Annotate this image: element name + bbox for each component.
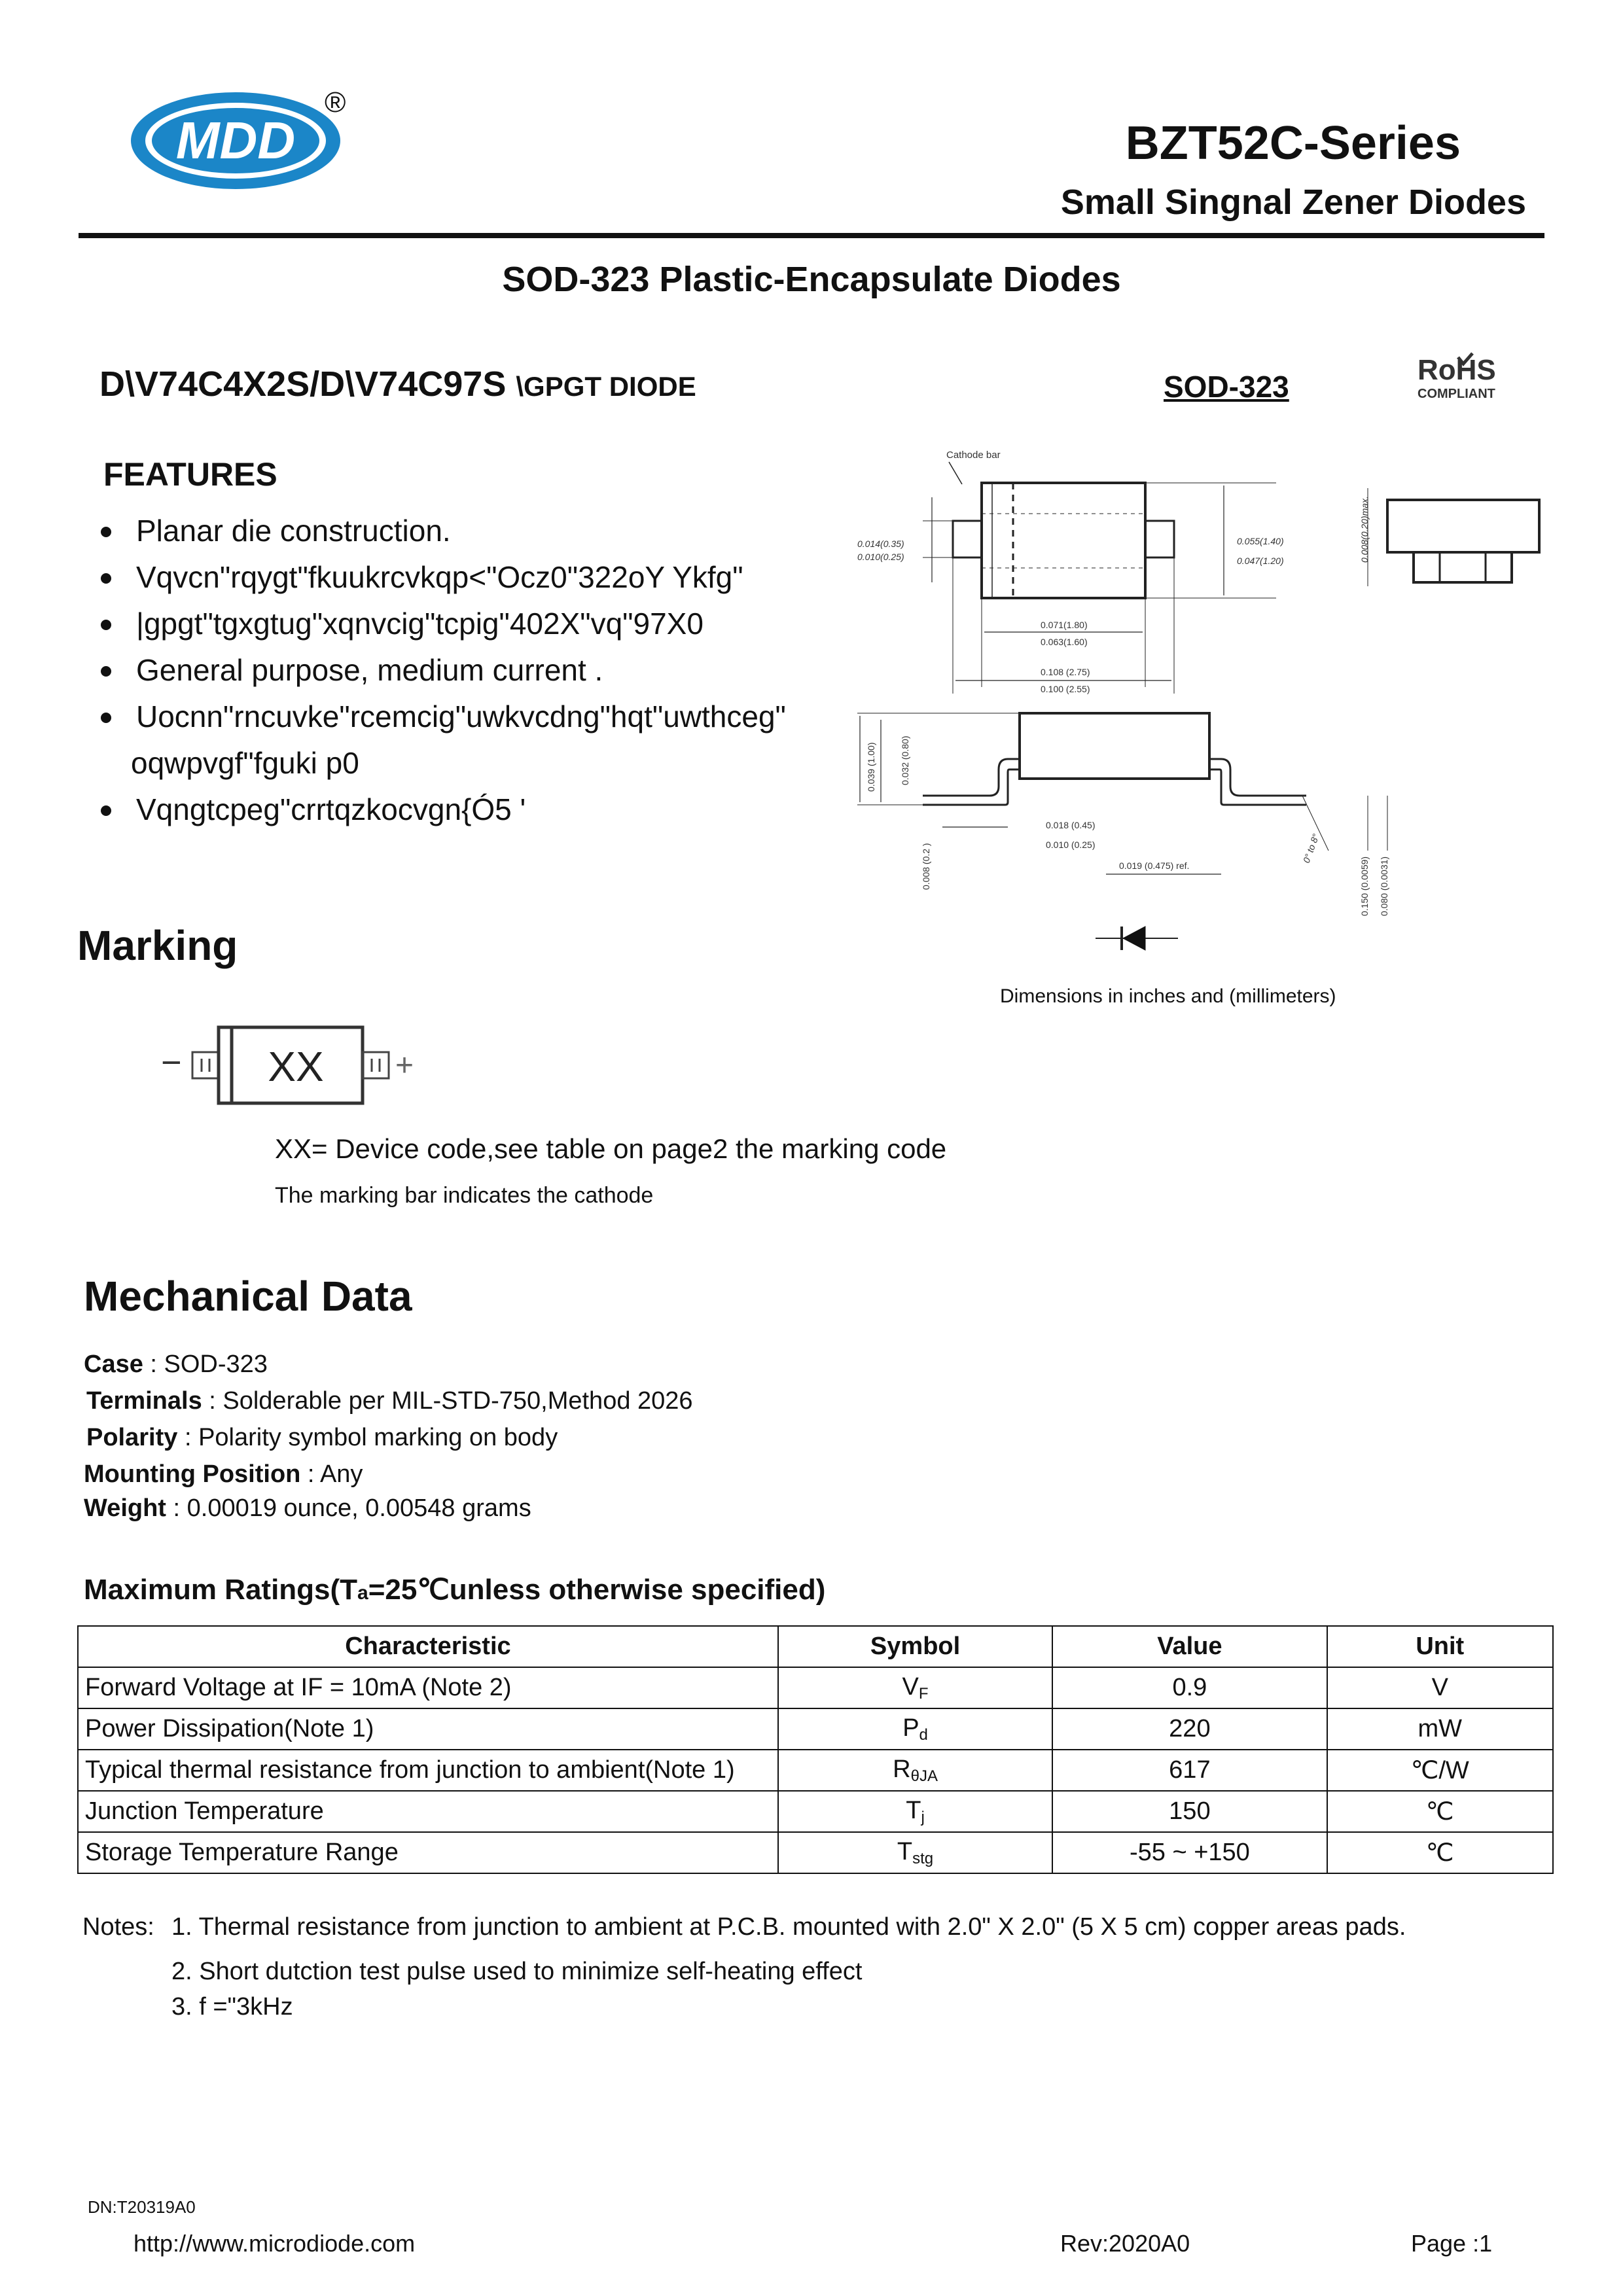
mech-row-polarity: Polarity : Polarity symbol marking on body [86, 1424, 558, 1451]
mech-row-terminals: Terminals : Solderable per MIL-STD-750,Method 2026 [86, 1387, 693, 1415]
features-list [98, 508, 786, 833]
marking-description: XX= Device code,see table on page2 the marking code [275, 1133, 947, 1164]
svg-text:+: + [395, 1048, 414, 1083]
rohs-compliant-logo [1414, 352, 1499, 408]
marking-package-diagram [157, 1016, 432, 1117]
bullet-icon [101, 573, 111, 584]
page-number: Page :1 [1411, 2230, 1493, 2257]
note-item: 2. Short dutction test pulse used to minimize self-heating effect [171, 1958, 863, 1985]
website-link[interactable]: http://www.microdiode.com [134, 2230, 416, 2257]
list-item: Vqvcn"rqygt"fkuukrcvkqp<"Ocz0"322oY Ykfg" [98, 554, 786, 601]
svg-text:0.014(0.35): 0.014(0.35) [857, 539, 904, 549]
svg-text:COMPLIANT: COMPLIANT [1418, 387, 1495, 401]
list-item: Uocnn"rncuvke"rcemcig"uwkvcdng"hqt"uwthceg" [98, 694, 786, 740]
svg-text:0.100 (2.55): 0.100 (2.55) [1041, 684, 1090, 694]
registered-mark: ® [325, 86, 346, 118]
package-outline-drawing [844, 432, 1571, 959]
series-title: BZT52C-Series [1125, 117, 1461, 169]
svg-text:0.018 (0.45): 0.018 (0.45) [1046, 820, 1096, 830]
document-number: DN:T20319A0 [88, 2197, 196, 2217]
mech-row-weight: Weight : 0.00019 ounce, 0.00548 grams [84, 1494, 531, 1522]
bullet-icon [101, 805, 111, 816]
svg-text:MDD: MDD [175, 111, 296, 169]
svg-text:0.047(1.20): 0.047(1.20) [1237, 556, 1284, 566]
package-title: SOD-323 Plastic-Encapsulate Diodes [502, 260, 1121, 299]
list-item: Planar die construction. [98, 508, 786, 554]
header-rule [79, 233, 1544, 238]
svg-text:0.063(1.60): 0.063(1.60) [1041, 637, 1088, 647]
table-row: Storage Temperature Range Tstg -55 ~ +150 ℃ [78, 1832, 1553, 1873]
package-name: SOD-323 [1164, 370, 1289, 404]
svg-text:0.055(1.40): 0.055(1.40) [1237, 536, 1284, 546]
marking-heading: Marking [77, 922, 238, 969]
svg-text:0.071(1.80): 0.071(1.80) [1041, 620, 1088, 630]
table-row: Junction Temperature Tj 150 ℃ [78, 1791, 1553, 1832]
features-heading: FEATURES [103, 456, 277, 493]
col-header: Symbol [778, 1626, 1052, 1667]
svg-text:0.019 (0.475) ref.: 0.019 (0.475) ref. [1119, 860, 1190, 871]
ratings-table [77, 1625, 1554, 1874]
svg-text:0.039 (1.00): 0.039 (1.00) [866, 742, 876, 792]
svg-text:RoHS: RoHS [1418, 354, 1496, 386]
col-header: Unit [1327, 1626, 1553, 1667]
bullet-icon [101, 666, 111, 677]
svg-text:XX: XX [268, 1043, 324, 1090]
bullet-icon [101, 620, 111, 630]
bullet-icon [101, 527, 111, 537]
ratings-heading: Maximum Ratings(Ta=25℃unless otherwise specified) [84, 1574, 826, 1606]
mechanical-heading: Mechanical Data [84, 1273, 412, 1320]
svg-text:−: − [161, 1043, 182, 1082]
list-item: |gpgt"tgxgtug"xqnvcig"tcpig"402X"vq"97X0 [98, 601, 786, 647]
list-item: Vqngtcpeg"crrtqzkocvgn{Ó5 ' [98, 786, 786, 833]
table-header-row [78, 1626, 1553, 1667]
note-item: 3. f ="3kHz [171, 1993, 293, 2021]
note-item: 1. Thermal resistance from junction to ambient at P.C.B. mounted with 2.0" X 2.0" (5 X 5 cm) copper areas pads. [171, 1913, 1406, 1941]
dimension-note: Dimensions in inches and (millimeters) [1000, 985, 1336, 1007]
col-header: Characteristic [78, 1626, 778, 1667]
part-suffix: \GPGT DIODE [516, 371, 696, 402]
bullet-icon [101, 713, 111, 723]
mech-row-case: Case : SOD-323 [84, 1351, 268, 1378]
mdd-logo [124, 85, 347, 200]
col-header: Value [1052, 1626, 1327, 1667]
list-item: General purpose, medium current . [98, 647, 786, 694]
list-item-continuation: oqwpvgf"fguki p0 [131, 746, 359, 780]
svg-text:0.010 (0.25): 0.010 (0.25) [1046, 839, 1096, 850]
svg-text:0.010(0.25): 0.010(0.25) [857, 552, 904, 562]
svg-text:0.150 (0.0059): 0.150 (0.0059) [1359, 856, 1370, 916]
svg-text:0.080 (0.0031): 0.080 (0.0031) [1379, 856, 1389, 916]
svg-text:0.108 (2.75): 0.108 (2.75) [1041, 667, 1090, 677]
table-row: Power Dissipation(Note 1) Pd 220 mW [78, 1708, 1553, 1750]
series-subtitle: Small Singnal Zener Diodes [1060, 183, 1526, 222]
notes-label: Notes: [82, 1913, 154, 1941]
table-row: Forward Voltage at IF = 10mA (Note 2) VF 0.9 V [78, 1667, 1553, 1708]
svg-text:0.008 (0.2 ): 0.008 (0.2 ) [921, 843, 931, 890]
part-number-line [99, 364, 696, 404]
table-row: Typical thermal resistance from junction to ambient(Note 1) RθJA 617 ℃/W [78, 1750, 1553, 1791]
mech-row-mounting: Mounting Position : Any [84, 1460, 363, 1488]
svg-text:Cathode bar: Cathode bar [946, 450, 1001, 461]
svg-text:0.032 (0.80): 0.032 (0.80) [900, 735, 910, 785]
revision: Rev:2020A0 [1060, 2230, 1190, 2257]
svg-text:0° to 8°: 0° to 8° [1300, 832, 1321, 865]
part-number: D\V74C4X2S/D\V74C97S [99, 364, 507, 404]
svg-text:0.008(0.20)max.: 0.008(0.20)max. [1359, 496, 1370, 563]
marking-bar-note: The marking bar indicates the cathode [275, 1183, 654, 1208]
